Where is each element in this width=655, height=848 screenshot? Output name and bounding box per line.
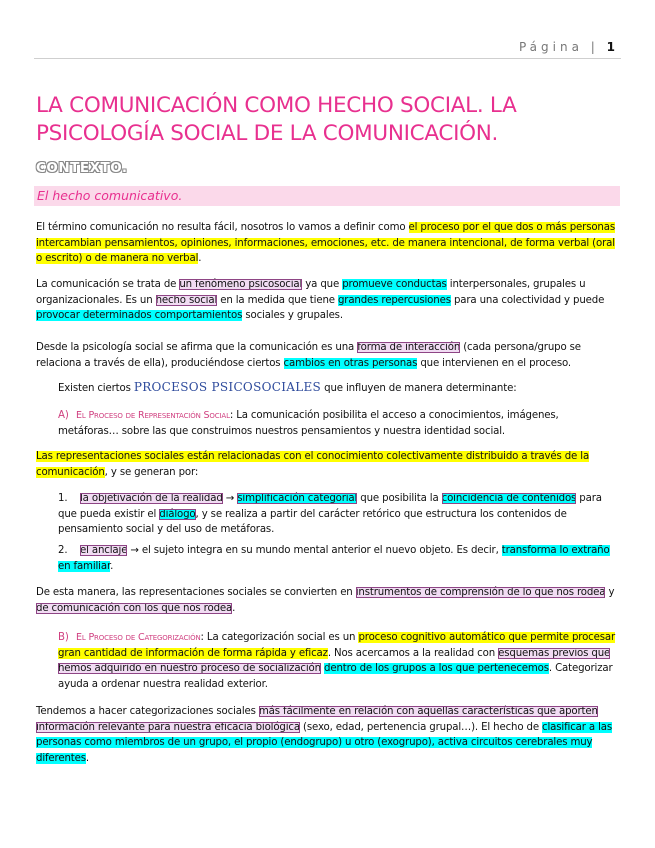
text-run: . Nos acercamos a la realidad con (327, 647, 499, 659)
text-run: Existen ciertos (58, 383, 134, 394)
text-run: interpersonales, grupales u organizacionales. Es un (36, 279, 586, 306)
highlight: clasificar a las personas como miembros de un grupo, el propio (endogrupo) u otro (exogrupo), activa circuitos cerebrales muy diferentes (36, 721, 612, 764)
item-label: A) (58, 410, 69, 421)
text-run: sociales y grupales. (242, 310, 343, 321)
highlight: proceso cognitivo automático que permite procesar gran cantidad de información de forma rápida y eficaz (58, 632, 616, 659)
boxed-term: más fácilmente en relación con aquellas características que aporten información relevante para nuestra eficacia biológica (36, 706, 598, 733)
page-number: 1 (606, 40, 615, 54)
highlight: provocar determinados comportamientos (36, 310, 243, 321)
boxed-term: de comunicación con los que nos rodea (36, 602, 233, 614)
paragraph-interaction (36, 340, 618, 371)
text-run: , y se realiza a partir del carácter retórico que estructura los contenidos de pensamiento social y del uso de metáforas. (58, 508, 567, 535)
subheading: El hecho comunicativo. (34, 186, 620, 206)
text-run: : La comunicación posibilita el acceso a conocimientos, imágenes, metáforas… sobre las que construimos nuestros pensamientos y nuestra identidad social. (58, 410, 559, 437)
item-title: El Proceso de Representación Social (76, 410, 230, 421)
text-run: Desde la psicología social se afirma que la comunicación es una (36, 342, 358, 353)
paragraph-definition (36, 220, 618, 267)
highlight: transforma lo extraño en familiar (58, 545, 610, 572)
highlight: dentro de los grupos a los que pertenecemos (324, 663, 549, 674)
boxed-highlight: diálogo (159, 508, 196, 520)
paragraph-tendencies (36, 704, 618, 766)
text-run: para que pueda existir el (58, 493, 602, 520)
boxed-term: la objetivación de la realidad (80, 493, 223, 504)
item-title: El Proceso de Categorización (76, 632, 201, 643)
text-run: . (198, 253, 202, 264)
text-run: en la medida que tiene (217, 294, 338, 306)
paragraph-processes (58, 380, 618, 397)
highlight: promueve conductas (342, 279, 447, 290)
boxed-highlight: simplificación categorial (237, 493, 358, 504)
list-number: 1. (58, 493, 68, 504)
processes-term: PROCESOS PSICOSOCIALES (133, 380, 322, 394)
text-run: Tendemos a hacer categorizaciones sociales (36, 706, 259, 717)
item-representation (58, 408, 618, 439)
boxed-term: un fenómeno psicosocial (179, 279, 303, 290)
text-run: (sexo, edad, pertenencia grupal…). El hecho de (299, 721, 543, 733)
text-run: . (85, 752, 90, 764)
text-run: El término comunicación no resulta fácil, nosotros lo vamos a definir como (36, 222, 409, 233)
paragraph-representations (36, 449, 618, 480)
list-number: 2. (58, 545, 68, 556)
page-label: Página | (518, 40, 599, 54)
list-item-anclaje (58, 543, 618, 574)
highlight: Las representaciones sociales están relacionadas con el conocimiento colectivamente distribuido a través de la comunicación (36, 451, 590, 478)
boxed-term: el anclaje (80, 545, 128, 556)
text-run: que intervienen en el proceso. (417, 357, 571, 369)
text-run: para una colectividad y puede (450, 294, 605, 306)
text-run: → el sujeto integra en su mundo mental anterior el nuevo objeto. Es decir, (127, 545, 502, 556)
page-header (519, 40, 615, 54)
boxed-term: forma de interacción (357, 342, 461, 353)
text-run: . Categorizar ayuda a ordenar nuestra realidad exterior. (58, 663, 613, 690)
text-run: (cada persona/grupo se relaciona a través de ella), produciéndose ciertos (36, 342, 581, 369)
text-run: La comunicación se trata de (36, 279, 180, 290)
text-run: : La categorización social es un (200, 632, 359, 643)
text-run: y (605, 587, 615, 598)
highlight: cambios en otras personas (283, 357, 418, 369)
text-run: que influyen de manera determinante: (321, 383, 517, 394)
text-run: . (232, 602, 236, 614)
item-categorization (58, 630, 618, 692)
boxed-term: hecho social (155, 294, 218, 306)
section-heading: CONTEXTO. (36, 160, 128, 176)
boxed-term: esquemas previos que hemos adquirido en nuestro proceso de socialización (58, 647, 611, 674)
boxed-highlight: coincidencia de contenidos (441, 493, 577, 504)
text-run: , y se generan por: (104, 466, 199, 478)
highlight: el proceso por el que dos o más personas intercambian pensamientos, opiniones, informaciones, emociones, etc. de manera intencional, de forma verbal (oral o escrito) o de manera no verbal (36, 222, 615, 264)
list-item-objetivacion (58, 491, 618, 538)
text-run: → (222, 493, 238, 504)
highlight: grandes repercusiones (337, 294, 451, 306)
text-run: De esta manera, las representaciones sociales se convierten en (36, 587, 356, 598)
header-divider (34, 58, 621, 59)
document-title: LA COMUNICACIÓN COMO HECHO SOCIAL. LA PSICOLOGÍA SOCIAL DE LA COMUNICACIÓN. (36, 93, 517, 146)
text-run: que posibilita la (357, 493, 442, 504)
paragraph-phenomenon (36, 277, 618, 324)
paragraph-instruments (36, 585, 618, 616)
boxed-term: instrumentos de comprensión de lo que nos rodea (355, 587, 606, 598)
text-run: ya que (302, 279, 343, 290)
text-run: . (110, 560, 114, 572)
item-label: B) (58, 632, 69, 643)
